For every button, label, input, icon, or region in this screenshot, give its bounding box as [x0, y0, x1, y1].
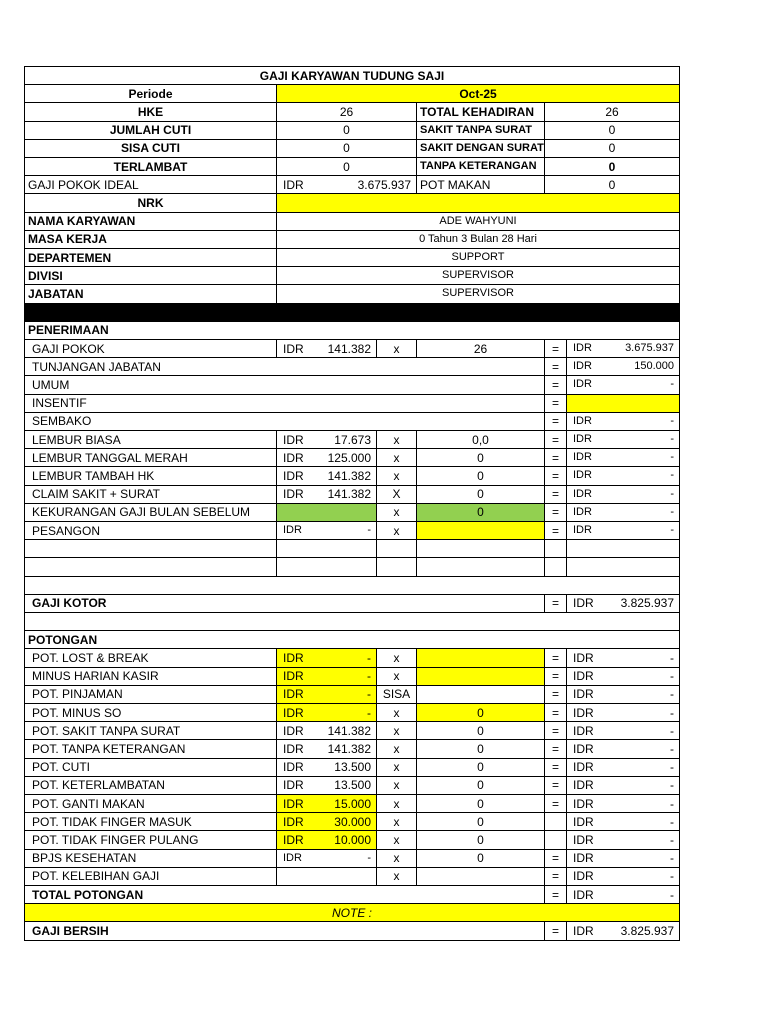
line-result-currency: IDR	[573, 778, 594, 793]
line-rate-amount: 13.500	[334, 778, 371, 793]
empty-cell	[544, 539, 567, 558]
attendance-right-value: 0	[544, 139, 680, 158]
line-rate	[276, 867, 377, 886]
line-result	[566, 357, 680, 376]
line-result-currency: IDR	[573, 342, 592, 355]
line-rate-amount: 141.382	[327, 341, 371, 356]
line-rate-currency: IDR	[283, 687, 304, 702]
gaji-kotor-amount: 3.825.937	[620, 596, 674, 611]
periode-value: Oct-25	[276, 84, 680, 103]
empty-cell	[566, 539, 680, 558]
line-result-currency: IDR	[573, 505, 592, 518]
attendance-right-label: SAKIT TANPA SURAT	[416, 121, 545, 140]
line-rate-amount: 141.382	[327, 741, 371, 756]
line-result	[566, 485, 680, 504]
line-rate-amount: 30.000	[334, 814, 371, 829]
line-rate-amount: 17.673	[334, 432, 371, 447]
line-quantity: 0	[416, 485, 545, 504]
attendance-value: 0	[276, 139, 417, 158]
line-result-amount: -	[670, 524, 674, 537]
empty-cell	[416, 539, 545, 558]
line-operator: x	[376, 521, 417, 540]
line-result	[566, 412, 680, 431]
line-equals: =	[544, 466, 567, 485]
line-rate	[276, 503, 377, 522]
line-equals: =	[544, 776, 567, 795]
line-result-amount: -	[670, 414, 674, 427]
line-equals: =	[544, 485, 567, 504]
attendance-right-value: 0	[544, 121, 680, 140]
line-rate-amount: 141.382	[327, 487, 371, 502]
employee-field-label: DIVISI	[24, 266, 277, 285]
line-rate-currency: IDR	[283, 468, 304, 483]
line-operator: x	[376, 430, 417, 449]
potongan-title: POTONGAN	[24, 630, 680, 649]
line-result-currency: IDR	[573, 669, 594, 684]
line-rate-currency: IDR	[283, 450, 304, 465]
line-rate-amount: 141.382	[327, 468, 371, 483]
gaji-bersih-label: GAJI BERSIH	[24, 921, 545, 940]
nrk-label: NRK	[24, 193, 277, 212]
line-label: UMUM	[24, 375, 545, 394]
line-result-currency: IDR	[573, 760, 594, 775]
line-result-amount: -	[670, 851, 674, 866]
line-label: LEMBUR BIASA	[24, 430, 277, 449]
line-rate	[276, 521, 377, 540]
line-result-currency: IDR	[573, 451, 592, 464]
line-rate-amount: 15.000	[334, 796, 371, 811]
line-label: POT. GANTI MAKAN	[24, 794, 277, 813]
line-result	[566, 758, 680, 777]
line-operator: x	[376, 721, 417, 740]
line-quantity: 0	[416, 758, 545, 777]
employee-field-label: JABATAN	[24, 284, 277, 303]
line-result-amount: -	[670, 778, 674, 793]
line-label: GAJI POKOK	[24, 339, 277, 358]
line-result	[566, 394, 680, 413]
line-equals: =	[544, 667, 567, 686]
line-equals: =	[544, 357, 567, 376]
gaji-pokok-ideal-amount: 3.675.937	[357, 177, 411, 192]
line-rate	[276, 485, 377, 504]
empty-cell	[376, 539, 417, 558]
line-equals: =	[544, 739, 567, 758]
line-result	[566, 721, 680, 740]
gaji-pokok-ideal-currency: IDR	[283, 177, 304, 192]
line-operator: x	[376, 849, 417, 868]
line-quantity: 0	[416, 794, 545, 813]
line-result-currency: IDR	[573, 378, 592, 391]
line-result	[566, 703, 680, 722]
attendance-right-label: TOTAL KEHADIRAN	[416, 102, 545, 121]
attendance-label: JUMLAH CUTI	[24, 121, 277, 140]
line-label: PESANGON	[24, 521, 277, 540]
line-operator: X	[376, 485, 417, 504]
gaji-bersih-equals: =	[544, 921, 567, 940]
line-operator: x	[376, 466, 417, 485]
line-result	[566, 466, 680, 485]
line-result-amount: -	[670, 451, 674, 464]
line-result-amount: -	[670, 796, 674, 811]
line-quantity: 0	[416, 739, 545, 758]
attendance-label: SISA CUTI	[24, 139, 277, 158]
line-result-amount: -	[670, 669, 674, 684]
line-quantity	[416, 521, 545, 540]
total-potongan-currency: IDR	[573, 887, 594, 902]
total-potongan-amount: -	[670, 887, 674, 902]
total-potongan-label: TOTAL POTONGAN	[24, 885, 545, 904]
line-equals: =	[544, 430, 567, 449]
empty-cell	[24, 557, 277, 576]
line-rate-currency: IDR	[283, 851, 302, 864]
line-label: TUNJANGAN JABATAN	[24, 357, 545, 376]
line-result-amount: -	[670, 505, 674, 518]
empty-cell	[276, 557, 377, 576]
pot-makan-label: POT MAKAN	[416, 175, 545, 194]
line-label: CLAIM SAKIT + SURAT	[24, 485, 277, 504]
employee-field-value: ADE WAHYUNI	[276, 212, 680, 231]
empty-cell	[416, 557, 545, 576]
separator-bar	[24, 303, 680, 322]
line-operator: x	[376, 830, 417, 849]
line-result	[566, 776, 680, 795]
employee-field-value: SUPERVISOR	[276, 266, 680, 285]
employee-field-label: DEPARTEMEN	[24, 248, 277, 267]
line-result-amount: 3.675.937	[625, 342, 674, 355]
line-label: SEMBAKO	[24, 412, 545, 431]
line-result	[566, 448, 680, 467]
total-potongan-amount	[566, 885, 680, 904]
line-quantity	[416, 867, 545, 886]
line-rate	[276, 466, 377, 485]
line-equals: =	[544, 521, 567, 540]
line-rate-currency: IDR	[283, 487, 304, 502]
line-result-amount: -	[670, 869, 674, 884]
line-result	[566, 685, 680, 704]
line-rate-amount: 13.500	[334, 760, 371, 775]
line-operator: x	[376, 776, 417, 795]
line-rate-currency: IDR	[283, 796, 304, 811]
line-equals: =	[544, 448, 567, 467]
line-rate	[276, 721, 377, 740]
line-result-amount: -	[670, 378, 674, 391]
line-result	[566, 648, 680, 667]
line-rate	[276, 739, 377, 758]
line-operator: SISA	[376, 685, 417, 704]
line-rate-amount: 10.000	[334, 832, 371, 847]
line-equals	[544, 830, 567, 849]
nrk-value	[276, 193, 680, 212]
line-equals: =	[544, 375, 567, 394]
gaji-pokok-ideal-label: GAJI POKOK IDEAL	[24, 175, 277, 194]
line-label: POT. MINUS SO	[24, 703, 277, 722]
line-label: POT. PINJAMAN	[24, 685, 277, 704]
line-result-currency: IDR	[573, 832, 594, 847]
line-rate	[276, 830, 377, 849]
line-result	[566, 830, 680, 849]
line-label: INSENTIF	[24, 394, 545, 413]
line-equals: =	[544, 339, 567, 358]
line-rate	[276, 685, 377, 704]
line-label: POT. TIDAK FINGER PULANG	[24, 830, 277, 849]
line-result-amount: 150.000	[634, 360, 674, 373]
line-result-amount: -	[670, 469, 674, 482]
line-equals: =	[544, 503, 567, 522]
line-rate	[276, 794, 377, 813]
total-potongan-equals: =	[544, 885, 567, 904]
line-rate-amount: -	[367, 687, 371, 702]
line-result	[566, 503, 680, 522]
gaji-bersih-amount: 3.825.937	[620, 923, 674, 938]
gaji-kotor-label: GAJI KOTOR	[24, 594, 545, 613]
line-quantity: 0	[416, 849, 545, 868]
line-rate-amount: -	[367, 524, 371, 537]
line-result	[566, 812, 680, 831]
line-quantity	[416, 648, 545, 667]
line-result-amount: -	[670, 723, 674, 738]
line-rate-currency: IDR	[283, 669, 304, 684]
line-equals: =	[544, 648, 567, 667]
line-result-currency: IDR	[573, 524, 592, 537]
employee-field-value: 0 Tahun 3 Bulan 28 Hari	[276, 230, 680, 249]
line-quantity: 0	[416, 830, 545, 849]
gaji-kotor-currency: IDR	[573, 596, 594, 611]
line-rate-amount: -	[367, 705, 371, 720]
line-label: LEMBUR TAMBAH HK	[24, 466, 277, 485]
line-result	[566, 521, 680, 540]
line-result-amount: -	[670, 650, 674, 665]
line-rate	[276, 648, 377, 667]
line-result-currency: IDR	[573, 469, 592, 482]
line-result-amount: -	[670, 687, 674, 702]
line-quantity: 0	[416, 448, 545, 467]
empty-cell	[566, 557, 680, 576]
attendance-label: TERLAMBAT	[24, 157, 277, 176]
line-rate-currency: IDR	[283, 650, 304, 665]
employee-field-value: SUPPORT	[276, 248, 680, 267]
line-label: POT. KELEBIHAN GAJI	[24, 867, 277, 886]
penerimaan-title: PENERIMAAN	[24, 321, 680, 340]
line-result-currency: IDR	[573, 796, 594, 811]
line-equals: =	[544, 394, 567, 413]
attendance-label: HKE	[24, 102, 277, 121]
periode-label: Periode	[24, 84, 277, 103]
line-label: MINUS HARIAN KASIR	[24, 667, 277, 686]
line-quantity	[416, 685, 545, 704]
attendance-value: 0	[276, 121, 417, 140]
line-rate	[276, 758, 377, 777]
line-rate	[276, 703, 377, 722]
line-label: POT. TIDAK FINGER MASUK	[24, 812, 277, 831]
attendance-value: 0	[276, 157, 417, 176]
line-label: POT. TANPA KETERANGAN	[24, 739, 277, 758]
line-quantity: 0	[416, 776, 545, 795]
empty-cell	[276, 539, 377, 558]
line-equals: =	[544, 721, 567, 740]
line-result-currency: IDR	[573, 487, 592, 500]
line-rate-currency: IDR	[283, 705, 304, 720]
line-result-currency: IDR	[573, 723, 594, 738]
line-operator: x	[376, 812, 417, 831]
line-quantity: 0	[416, 466, 545, 485]
attendance-right-label: SAKIT DENGAN SURAT	[416, 139, 545, 158]
line-rate-currency: IDR	[283, 524, 302, 537]
line-result-currency: IDR	[573, 869, 594, 884]
line-label: BPJS KESEHATAN	[24, 849, 277, 868]
gaji-bersih-currency: IDR	[573, 923, 594, 938]
line-operator: x	[376, 667, 417, 686]
line-result-currency: IDR	[573, 741, 594, 756]
line-operator: x	[376, 648, 417, 667]
line-result	[566, 375, 680, 394]
line-rate-amount: -	[367, 851, 371, 864]
gaji-bersih-amount	[566, 921, 680, 940]
line-equals: =	[544, 849, 567, 868]
line-operator: x	[376, 339, 417, 358]
line-rate	[276, 776, 377, 795]
line-rate	[276, 448, 377, 467]
line-equals: =	[544, 412, 567, 431]
line-result-currency: IDR	[573, 433, 592, 446]
employee-field-label: NAMA KARYAWAN	[24, 212, 277, 231]
line-result-currency: IDR	[573, 814, 594, 829]
line-result-currency: IDR	[573, 650, 594, 665]
line-rate-currency: IDR	[283, 778, 304, 793]
line-result-amount: -	[670, 741, 674, 756]
line-result	[566, 739, 680, 758]
empty-cell	[376, 557, 417, 576]
line-rate	[276, 667, 377, 686]
line-rate-currency: IDR	[283, 432, 304, 447]
line-operator: x	[376, 503, 417, 522]
line-result	[566, 430, 680, 449]
line-rate	[276, 849, 377, 868]
line-rate-currency: IDR	[283, 814, 304, 829]
line-quantity: 0	[416, 721, 545, 740]
line-label: KEKURANGAN GAJI BULAN SEBELUM	[24, 503, 277, 522]
line-result	[566, 794, 680, 813]
gaji-kotor-equals: =	[544, 594, 567, 613]
line-rate-currency: IDR	[283, 832, 304, 847]
gaji-pokok-ideal-amount	[276, 175, 417, 194]
line-label: POT. CUTI	[24, 758, 277, 777]
line-result	[566, 849, 680, 868]
line-result	[566, 667, 680, 686]
empty-cell	[544, 557, 567, 576]
line-label: POT. KETERLAMBATAN	[24, 776, 277, 795]
line-operator: x	[376, 739, 417, 758]
line-operator: x	[376, 758, 417, 777]
note-row: NOTE :	[24, 903, 680, 922]
line-result-currency: IDR	[573, 414, 592, 427]
employee-field-value: SUPERVISOR	[276, 284, 680, 303]
pot-makan-value: 0	[544, 175, 680, 194]
attendance-right-label: TANPA KETERANGAN	[416, 157, 545, 176]
line-rate-currency: IDR	[283, 723, 304, 738]
line-rate-amount: 125.000	[327, 450, 371, 465]
line-operator: x	[376, 703, 417, 722]
line-result-currency: IDR	[573, 687, 594, 702]
line-equals	[544, 812, 567, 831]
employee-field-label: MASA KERJA	[24, 230, 277, 249]
line-equals: =	[544, 794, 567, 813]
line-rate-currency: IDR	[283, 341, 304, 356]
line-quantity: 0,0	[416, 430, 545, 449]
line-operator: x	[376, 448, 417, 467]
attendance-right-value: 26	[544, 102, 680, 121]
line-equals: =	[544, 867, 567, 886]
line-equals: =	[544, 685, 567, 704]
line-rate-amount: 141.382	[327, 723, 371, 738]
line-quantity: 0	[416, 812, 545, 831]
line-label: POT. SAKIT TANPA SURAT	[24, 721, 277, 740]
line-equals: =	[544, 758, 567, 777]
line-rate-currency: IDR	[283, 760, 304, 775]
line-operator: x	[376, 867, 417, 886]
line-result-currency: IDR	[573, 705, 594, 720]
line-result-amount: -	[670, 487, 674, 500]
line-result	[566, 867, 680, 886]
line-quantity: 0	[416, 703, 545, 722]
gaji-kotor-amount	[566, 594, 680, 613]
line-result-currency: IDR	[573, 851, 594, 866]
sheet-title: GAJI KARYAWAN TUDUNG SAJI	[24, 66, 680, 85]
line-quantity: 0	[416, 503, 545, 522]
line-rate-currency: IDR	[283, 741, 304, 756]
spacer-row	[24, 612, 680, 631]
line-result	[566, 339, 680, 358]
line-rate-amount: -	[367, 669, 371, 684]
line-result-amount: -	[670, 760, 674, 775]
line-label: LEMBUR TANGGAL MERAH	[24, 448, 277, 467]
line-result-amount: -	[670, 814, 674, 829]
line-rate	[276, 430, 377, 449]
empty-cell	[24, 539, 277, 558]
line-result-amount: -	[670, 433, 674, 446]
line-quantity	[416, 667, 545, 686]
line-rate	[276, 339, 377, 358]
line-rate	[276, 812, 377, 831]
line-label: POT. LOST & BREAK	[24, 648, 277, 667]
line-result-amount: -	[670, 705, 674, 720]
spacer-row	[24, 576, 680, 595]
line-result-amount: -	[670, 832, 674, 847]
line-result-currency: IDR	[573, 360, 592, 373]
line-quantity: 26	[416, 339, 545, 358]
attendance-right-value: 0	[544, 157, 680, 176]
attendance-value: 26	[276, 102, 417, 121]
line-operator: x	[376, 794, 417, 813]
line-equals: =	[544, 703, 567, 722]
line-rate-amount: -	[367, 650, 371, 665]
